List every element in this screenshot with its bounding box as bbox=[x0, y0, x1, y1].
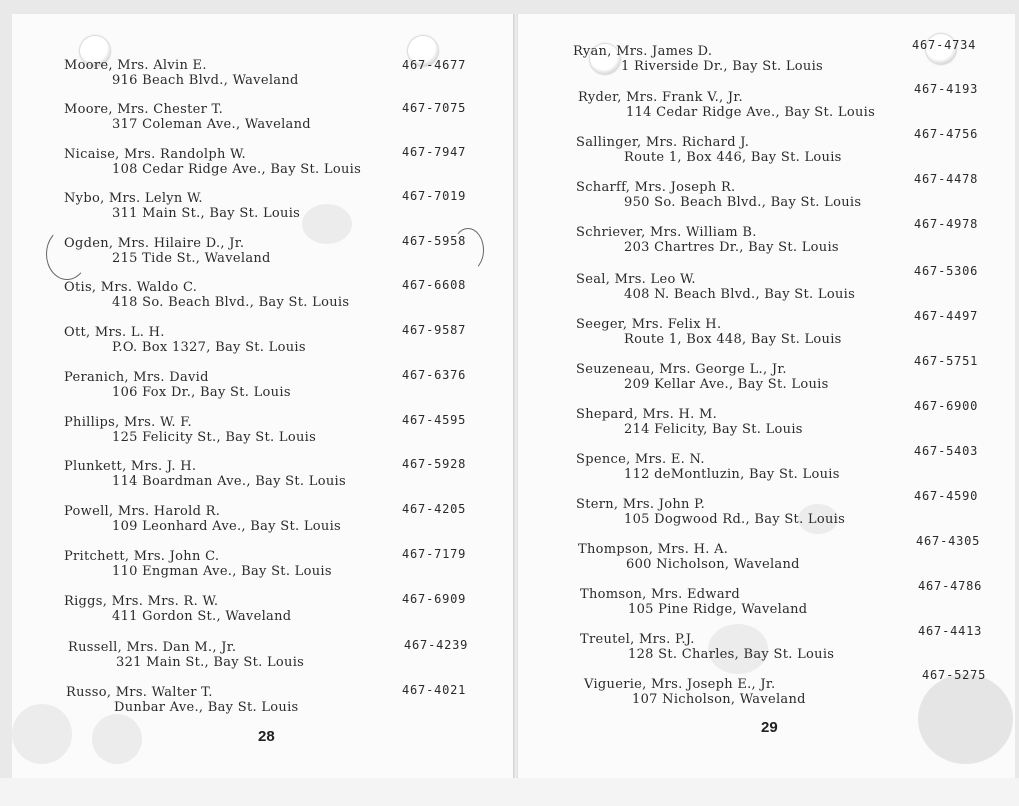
entry-phone: 467-7179 bbox=[402, 547, 467, 561]
entry-phone: 467-4595 bbox=[402, 413, 467, 427]
entry-address: 110 Engman Ave., Bay St. Louis bbox=[112, 564, 332, 579]
entry-name: Seeger, Mrs. Felix H. bbox=[576, 317, 722, 332]
left-page bbox=[12, 14, 514, 778]
page-number: 28 bbox=[258, 728, 275, 745]
directory-entry bbox=[576, 317, 842, 347]
entry-phone: 467-4305 bbox=[916, 534, 981, 548]
entry-address: 108 Cedar Ridge Ave., Bay St. Louis bbox=[112, 162, 362, 177]
paper-stain bbox=[92, 714, 142, 764]
entry-name: Phillips, Mrs. W. F. bbox=[64, 415, 192, 430]
entry-phone: 467-7019 bbox=[402, 189, 467, 203]
directory-entry bbox=[576, 497, 845, 527]
entry-name: Moore, Mrs. Alvin E. bbox=[64, 58, 207, 73]
entry-name: Thomson, Mrs. Edward bbox=[580, 587, 741, 602]
entry-address: 411 Gordon St., Waveland bbox=[112, 609, 292, 624]
directory-entry bbox=[64, 549, 332, 579]
entry-phone: 467-4478 bbox=[914, 172, 979, 186]
directory-entry bbox=[576, 135, 842, 165]
entry-address: Route 1, Box 448, Bay St. Louis bbox=[624, 332, 842, 347]
entry-address: 106 Fox Dr., Bay St. Louis bbox=[112, 385, 291, 400]
entry-phone: 467-4205 bbox=[402, 502, 467, 516]
entry-address: 114 Boardman Ave., Bay St. Louis bbox=[112, 474, 346, 489]
entry-name: Moore, Mrs. Chester T. bbox=[64, 102, 224, 117]
entry-address: 408 N. Beach Blvd., Bay St. Louis bbox=[624, 287, 856, 302]
entry-address: 214 Felicity, Bay St. Louis bbox=[624, 422, 803, 437]
directory-entry bbox=[576, 225, 839, 255]
directory-entry bbox=[576, 180, 861, 210]
entry-address: 109 Leonhard Ave., Bay St. Louis bbox=[112, 519, 341, 534]
entry-name: Schriever, Mrs. William B. bbox=[576, 225, 757, 240]
entry-address: 418 So. Beach Blvd., Bay St. Louis bbox=[112, 295, 350, 310]
entry-name: Shepard, Mrs. H. M. bbox=[576, 407, 718, 422]
entry-phone: 467-7075 bbox=[402, 101, 467, 115]
entry-address: 128 St. Charles, Bay St. Louis bbox=[628, 647, 835, 662]
entry-name: Nicaise, Mrs. Randolph W. bbox=[64, 147, 246, 162]
directory-entry bbox=[64, 102, 311, 132]
directory-entry bbox=[64, 504, 341, 534]
entry-name: Nybo, Mrs. Lelyn W. bbox=[64, 191, 203, 206]
directory-entry bbox=[576, 362, 829, 392]
entry-name: Russell, Mrs. Dan M., Jr. bbox=[68, 640, 237, 655]
right-page bbox=[518, 14, 1015, 778]
entry-phone: 467-4193 bbox=[914, 82, 979, 96]
entry-name: Ogden, Mrs. Hilaire D., Jr. bbox=[64, 236, 245, 251]
entry-address: 125 Felicity St., Bay St. Louis bbox=[112, 430, 317, 445]
directory-entry bbox=[64, 147, 361, 177]
entry-phone: 467-5403 bbox=[914, 444, 979, 458]
entry-name: Russo, Mrs. Walter T. bbox=[66, 685, 213, 700]
entry-phone: 467-4978 bbox=[914, 217, 979, 231]
directory-entry bbox=[576, 272, 855, 302]
entry-phone: 467-4786 bbox=[918, 579, 983, 593]
entry-name: Viguerie, Mrs. Joseph E., Jr. bbox=[584, 677, 776, 692]
entry-phone: 467-9587 bbox=[402, 323, 467, 337]
entry-address: 317 Coleman Ave., Waveland bbox=[112, 117, 311, 132]
directory-entry bbox=[580, 632, 834, 662]
entry-name: Spence, Mrs. E. N. bbox=[576, 452, 705, 467]
entry-phone: 467-6376 bbox=[402, 368, 467, 382]
entry-phone: 467-4590 bbox=[914, 489, 979, 503]
entry-phone: 467-5958 bbox=[402, 234, 467, 248]
directory-entry bbox=[64, 58, 299, 88]
entry-phone: 467-4677 bbox=[402, 58, 467, 72]
entry-phone: 467-6909 bbox=[402, 592, 467, 606]
directory-entry bbox=[573, 44, 823, 74]
entry-phone: 467-4239 bbox=[404, 638, 469, 652]
directory-entry bbox=[64, 594, 291, 624]
entry-name: Ryan, Mrs. James D. bbox=[573, 44, 713, 59]
paper-stain bbox=[12, 704, 72, 764]
directory-entry bbox=[578, 90, 875, 120]
entry-phone: 467-6900 bbox=[914, 399, 979, 413]
entry-address: 105 Dogwood Rd., Bay St. Louis bbox=[624, 512, 846, 527]
entry-name: Thompson, Mrs. H. A. bbox=[578, 542, 729, 557]
entry-name: Seuzeneau, Mrs. George L., Jr. bbox=[576, 362, 787, 377]
entry-name: Stern, Mrs. John P. bbox=[576, 497, 705, 512]
directory-entry bbox=[64, 415, 316, 445]
entry-name: Ryder, Mrs. Frank V., Jr. bbox=[578, 90, 743, 105]
entry-address: 1 Riverside Dr., Bay St. Louis bbox=[621, 59, 824, 74]
entry-address: Dunbar Ave., Bay St. Louis bbox=[114, 700, 299, 715]
entry-phone: 467-5275 bbox=[922, 668, 987, 682]
entry-name: Scharff, Mrs. Joseph R. bbox=[576, 180, 736, 195]
entry-name: Powell, Mrs. Harold R. bbox=[64, 504, 221, 519]
entry-name: Sallinger, Mrs. Richard J. bbox=[576, 135, 750, 150]
entry-address: Route 1, Box 446, Bay St. Louis bbox=[624, 150, 842, 165]
directory-entry bbox=[584, 677, 806, 707]
entry-address: 105 Pine Ridge, Waveland bbox=[628, 602, 808, 617]
entry-name: Otis, Mrs. Waldo C. bbox=[64, 280, 198, 295]
entry-phone: 467-7947 bbox=[402, 145, 467, 159]
entry-address: 114 Cedar Ridge Ave., Bay St. Louis bbox=[626, 105, 876, 120]
entry-address: 209 Kellar Ave., Bay St. Louis bbox=[624, 377, 829, 392]
entry-phone: 467-5751 bbox=[914, 354, 979, 368]
directory-entry bbox=[576, 452, 840, 482]
entry-name: Treutel, Mrs. P.J. bbox=[580, 632, 695, 647]
directory-entry bbox=[64, 280, 349, 310]
entry-name: Seal, Mrs. Leo W. bbox=[576, 272, 696, 287]
entry-address: 311 Main St., Bay St. Louis bbox=[112, 206, 301, 221]
entry-address: 950 So. Beach Blvd., Bay St. Louis bbox=[624, 195, 862, 210]
directory-entry bbox=[578, 542, 800, 572]
directory-entry bbox=[68, 640, 304, 670]
entry-address: 215 Tide St., Waveland bbox=[112, 251, 271, 266]
directory-entry bbox=[576, 407, 803, 437]
entry-phone: 467-4497 bbox=[914, 309, 979, 323]
entry-address: 112 deMontluzin, Bay St. Louis bbox=[624, 467, 840, 482]
directory-entry bbox=[64, 370, 291, 400]
entry-address: 203 Chartres Dr., Bay St. Louis bbox=[624, 240, 839, 255]
entry-address: 916 Beach Blvd., Waveland bbox=[112, 73, 299, 88]
entry-phone: 467-6608 bbox=[402, 278, 467, 292]
directory-entry bbox=[64, 191, 300, 221]
entry-name: Peranich, Mrs. David bbox=[64, 370, 209, 385]
entry-phone: 467-4413 bbox=[918, 624, 983, 638]
entry-address: 321 Main St., Bay St. Louis bbox=[116, 655, 305, 670]
entry-phone: 467-4734 bbox=[912, 38, 977, 52]
entry-address: P.O. Box 1327, Bay St. Louis bbox=[112, 340, 306, 355]
entry-address: 600 Nicholson, Waveland bbox=[626, 557, 800, 572]
paper-stain bbox=[918, 674, 1013, 764]
entry-phone: 467-5306 bbox=[914, 264, 979, 278]
entry-name: Riggs, Mrs. Mrs. R. W. bbox=[64, 594, 219, 609]
directory-entry bbox=[66, 685, 299, 715]
directory-entry bbox=[64, 325, 306, 355]
directory-entry bbox=[64, 459, 346, 489]
directory-entry bbox=[580, 587, 807, 617]
entry-name: Plunkett, Mrs. J. H. bbox=[64, 459, 197, 474]
entry-phone: 467-4021 bbox=[402, 683, 467, 697]
paper-stain bbox=[302, 204, 352, 244]
scan-bottom-edge bbox=[0, 778, 1019, 806]
entry-phone: 467-4756 bbox=[914, 127, 979, 141]
entry-address: 107 Nicholson, Waveland bbox=[632, 692, 806, 707]
entry-name: Ott, Mrs. L. H. bbox=[64, 325, 165, 340]
page-number: 29 bbox=[761, 719, 778, 736]
entry-name: Pritchett, Mrs. John C. bbox=[64, 549, 220, 564]
entry-phone: 467-5928 bbox=[402, 457, 467, 471]
directory-entry bbox=[64, 236, 271, 266]
